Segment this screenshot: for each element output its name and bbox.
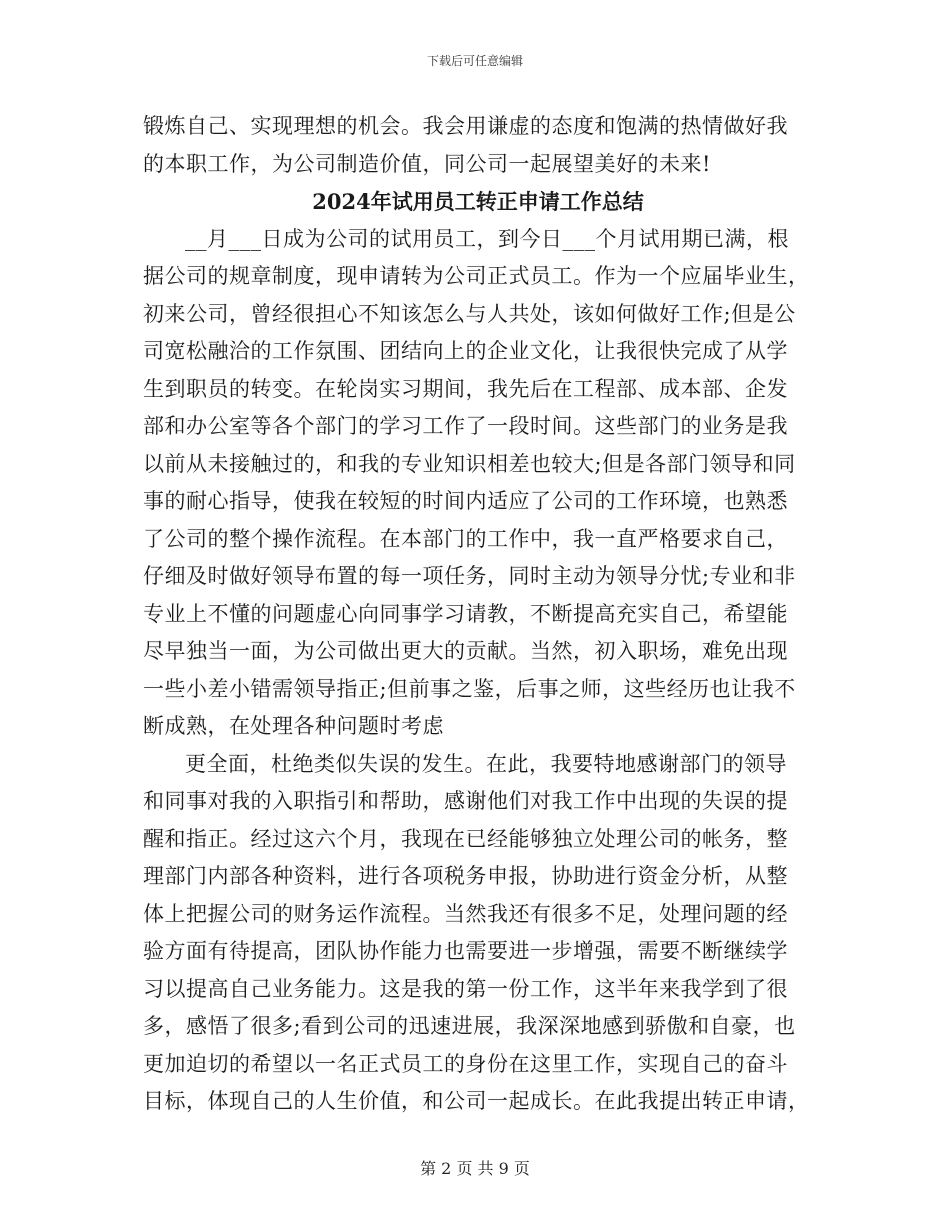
body-line: 以前从未接触过的，和我的专业知识相差也较大;但是各部门领导和同	[143, 451, 796, 476]
body-line: 生到职员的转变。在轮岗实习期间，我先后在工程部、成本部、企发	[143, 376, 788, 401]
body-line: 习以提高自己业务能力。这是我的第一份工作，这半年来我学到了很	[143, 976, 788, 1001]
body-line: 尽早独当一面，为公司做出更大的贡献。当然，初入职场，难免出现	[143, 639, 788, 663]
body-line: 和同事对我的入职指引和帮助，感谢他们对我工作中出现的失误的提	[143, 789, 788, 813]
body-line: 理部门内部各种资料，进行各项税务申报，协助进行资金分析，从整	[143, 864, 788, 888]
body-line: 部和办公室等各个部门的学习工作了一段时间。这些部门的业务是我	[143, 414, 788, 438]
body-line: 事的耐心指导，使我在较短的时间内适应了公司的工作环境，也熟悉	[143, 489, 788, 513]
body-line: 多，感悟了很多;看到公司的迅速进展，我深深地感到骄傲和自豪，也	[143, 1014, 796, 1038]
section-title: 2024年试用员工转正申请工作总结	[312, 189, 644, 214]
body-line: 了公司的整个操作流程。在本部门的工作中，我一直严格要求自己，	[143, 526, 788, 551]
body-line: 的本职工作，为公司制造价值，同公司一起展望美好的未来!	[143, 151, 711, 176]
paragraph-start-line: __月___日成为公司的试用员工，到今日___个月试用期已满，根	[185, 226, 789, 251]
body-line: 更加迫切的希望以一名正式员工的身份在这里工作，实现自己的奋斗	[143, 1051, 788, 1076]
body-line: 初来公司，曾经很担心不知该怎么与人共处，该如何做好工作;但是公	[143, 301, 796, 326]
body-line: 体上把握公司的财务运作流程。当然我还有很多不足，处理问题的经	[143, 901, 788, 926]
body-line: 醒和指正。经过这六个月，我现在已经能够独立处理公司的帐务，整	[143, 826, 788, 851]
body-line: 目标，体现自己的人生价值，和公司一起成长。在此我提出转正申请，	[143, 1089, 810, 1113]
page-footer: 第 2 页 共 9 页	[420, 1159, 530, 1178]
body-line: 专业上不懂的问题虚心向同事学习请教，不断提高充实自己，希望能	[143, 601, 788, 626]
body-line: 一些小差小错需领导指正;但前事之鉴，后事之师，这些经历也让我不	[143, 676, 796, 701]
body-line: 断成熟，在处理各种问题时考虑	[143, 714, 444, 738]
page-header: 下载后可任意编辑	[426, 54, 523, 68]
body-line: 验方面有待提高，团队协作能力也需要进一步增强，需要不断继续学	[143, 939, 788, 963]
body-line: 据公司的规章制度，现申请转为公司正式员工。作为一个应届毕业生，	[143, 264, 810, 288]
document-body	[143, 108, 813, 1121]
body-line: 仔细及时做好领导布置的每一项任务，同时主动为领导分忧;专业和非	[143, 564, 796, 588]
body-line: 锻炼自己、实现理想的机会。我会用谦虚的态度和饱满的热情做好我	[143, 114, 788, 138]
paragraph-start-line: 更全面，杜绝类似失误的发生。在此，我要特地感谢部门的领导	[185, 751, 787, 776]
body-line: 司宽松融洽的工作氛围、团结向上的企业文化，让我很快完成了从学	[143, 339, 788, 363]
